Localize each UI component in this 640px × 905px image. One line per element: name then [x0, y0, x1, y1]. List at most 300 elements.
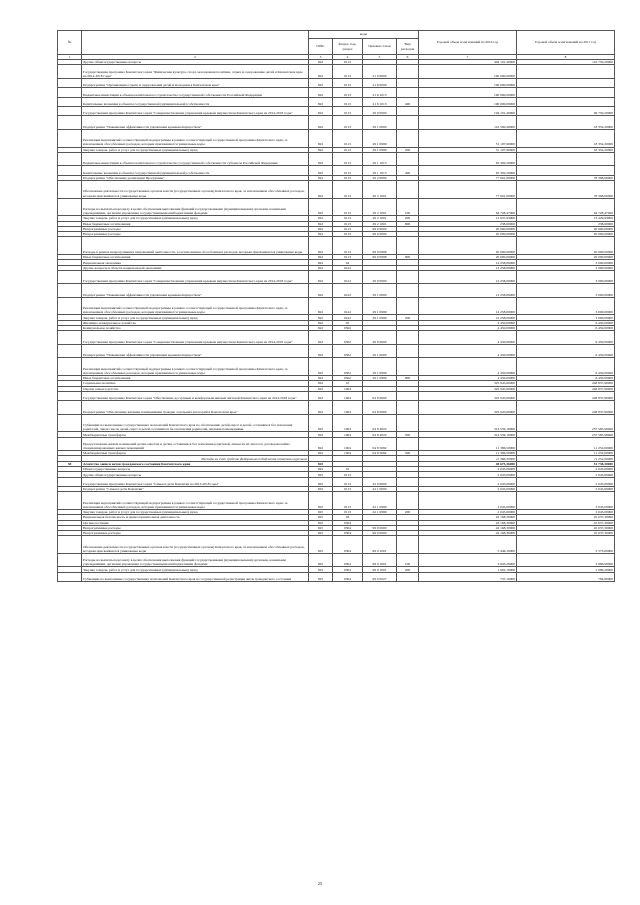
- row-2017: 3 000,00000: [517, 284, 615, 298]
- row-grbs: 822: [309, 116, 333, 130]
- row-name: Иные бюджетные ассигнования: [82, 255, 309, 260]
- row-number: [58, 492, 82, 510]
- row-name: Капитальные вложения в объекты государственной (муниципальной) собственности: [82, 166, 309, 175]
- table-row: [58, 270, 615, 284]
- row-2017: [517, 166, 615, 175]
- row-2017: 13 429,93000: [517, 216, 615, 221]
- row-vr: [397, 78, 419, 87]
- row-number: 38: [58, 461, 82, 466]
- row-grbs: 822: [309, 88, 333, 97]
- row-razdel: 0113: [333, 88, 363, 97]
- row-name: Реализация мероприятий соответствующей подпрограммы в рамках соответствующей государственной программы Камчатского края, за исключением обособленных расходов, которым присваиваются уникальные коды: [82, 492, 309, 510]
- row-cs: 21 0 0000: [363, 65, 397, 79]
- row-2016: 2 045,00000: [419, 472, 517, 477]
- row-name: Межбюджетные трансферты: [82, 451, 309, 456]
- table-row: [58, 477, 615, 486]
- row-razdel: 0113: [333, 175, 363, 180]
- row-cs: 99 0 0998: [363, 255, 397, 260]
- row-razdel: 0113: [333, 152, 363, 166]
- page-number: 25: [317, 881, 323, 886]
- row-vr: [397, 414, 419, 432]
- row-2017: 3 000,00000: [517, 270, 615, 284]
- row-grbs: 822: [309, 386, 333, 391]
- header-index: 8: [517, 55, 615, 60]
- row-grbs: 822: [309, 344, 333, 358]
- row-razdel: 0113: [333, 216, 363, 221]
- row-number: [58, 401, 82, 415]
- row-name: Закупка товаров, работ и услуг для государственных (муниципальных) нужд: [82, 216, 309, 221]
- row-grbs: 825: [309, 472, 333, 477]
- row-grbs: 822: [309, 166, 333, 175]
- row-2016: 4 450,00000: [419, 375, 517, 380]
- row-grbs: 822: [309, 358, 333, 376]
- table-row: [58, 297, 615, 315]
- row-name: Подпрограмма "Повышение эффективности управления краевым имуществом": [82, 284, 309, 298]
- row-razdel: 0113: [333, 78, 363, 87]
- row-cs: 22 0 0000: [363, 477, 397, 486]
- row-cs: 29 1 0999: [363, 297, 397, 315]
- row-razdel: 01: [333, 467, 363, 472]
- row-2016: 2 045,00000: [419, 467, 517, 472]
- header-2017: Годовой объем ассигнований на 2017 год: [517, 31, 615, 55]
- row-cs: 04 8 4022: [363, 432, 397, 437]
- row-2017: 45 037,30000: [517, 525, 615, 530]
- row-cs: 29 2 1001: [363, 216, 397, 221]
- row-cs: 29 1 0000: [363, 344, 397, 358]
- row-name: Расходы в рамках непрограммных направлений деятельности, за исключением обособленных расходов, которым присваиваются уникальные коды: [82, 237, 309, 255]
- row-razdel: 0113: [333, 166, 363, 175]
- row-2016: 12 258,00000: [419, 297, 517, 315]
- row-name: Подпрограмма "Семья и дети Камчатки": [82, 487, 309, 492]
- row-2016: 404 191,40000: [419, 60, 517, 65]
- row-2016: 2 045,00000: [419, 492, 517, 510]
- row-razdel: 0412: [333, 265, 363, 270]
- row-razdel: 0113: [333, 147, 363, 152]
- row-2017: 78 398,00000: [517, 175, 615, 180]
- row-2016: 42 168,30000: [419, 515, 517, 520]
- row-grbs: 825: [309, 572, 333, 581]
- row-cs: 29 2 1001: [363, 181, 397, 199]
- row-name: Непрограммные расходы: [82, 525, 309, 530]
- row-2017: 3 886,90000: [517, 553, 615, 567]
- row-grbs: 822: [309, 175, 333, 180]
- table-row: [58, 88, 615, 97]
- row-number: [58, 437, 82, 451]
- row-name: Обеспечение деятельности государственных органов власти (государственных органов) Камчатского края, за исключением обособленных расходов, которым присваиваются уникальные коды: [82, 536, 309, 554]
- row-2016: 11 386,50000: [419, 456, 517, 461]
- row-vr: [397, 107, 419, 116]
- row-razdel: 10: [333, 381, 363, 386]
- row-name: Реализация мероприятий соответствующей подпрограммы в рамках соответствующей государственной программы Камчатского края, за исключением обособленных расходов, которым присваиваются уникальные коды: [82, 297, 309, 315]
- row-2016: 48 675,36000: [419, 461, 517, 466]
- row-grbs: 825: [309, 515, 333, 520]
- row-name: Общегосударственные вопросы: [82, 467, 309, 472]
- row-name: Государственная программа Камчатского края "Обеспечение доступным и комфортным жильем жителей Камчатского края на 2014-2018 годы": [82, 391, 309, 400]
- row-2016: 190 000,00000: [419, 65, 517, 79]
- table-row: [58, 152, 615, 166]
- row-name: Реализация мероприятий соответствующей подпрограммы в рамках соответствующей государственной программы Камчатского края, за исключением обособленных расходов, которым присваиваются уникальные коды: [82, 129, 309, 147]
- row-2016: 12 258,00000: [419, 315, 517, 320]
- row-razdel: 03: [333, 515, 363, 520]
- row-number: [58, 181, 82, 199]
- row-grbs: 822: [309, 237, 333, 255]
- row-grbs: 822: [309, 232, 333, 237]
- row-2016: 51 197,90000: [419, 147, 517, 152]
- row-2016: 190 000,00000: [419, 78, 517, 87]
- row-2017: 237 585,90000: [517, 432, 615, 437]
- row-2017: 3 000,00000: [517, 297, 615, 315]
- row-2017: 18 352,20000: [517, 129, 615, 147]
- row-name: Субвенции на выполнение государственных полномочий Камчатского края по обеспечению детей-сирот и детей, оставшихся без попечения родителей, лиц из числа детей-сирот и детей, оставшихся без попечения родителей, жилыми помещениями: [82, 414, 309, 432]
- row-name: Расходы за счет средств федерального бюджета отмечены курсивом: [82, 456, 309, 461]
- row-cs: 29 0 0000: [363, 107, 397, 116]
- row-number: [58, 391, 82, 400]
- row-vr: [397, 65, 419, 79]
- row-name: Государственная программа Камчатского края "Совершенствование управления краевым имуществом Камчатского края на 2014-2018 годы": [82, 107, 309, 116]
- row-2016: 238,60000: [419, 221, 517, 226]
- row-cs: 99 0 0998: [363, 237, 397, 255]
- row-vr: [397, 477, 419, 486]
- row-2016: 325 945,60000: [419, 401, 517, 415]
- row-name: Подпрограмма "Организация отдыха и оздоровления детей и молодежи в Камчатском крае": [82, 78, 309, 87]
- row-number: [58, 344, 82, 358]
- row-grbs: 822: [309, 391, 333, 400]
- row-cs: 29 1 0999: [363, 147, 397, 152]
- row-cs: 29 1 0000: [363, 116, 397, 130]
- row-2016: 4 450,00000: [419, 320, 517, 325]
- row-2017: 6 450,00000: [517, 344, 615, 358]
- table-row: [58, 107, 615, 116]
- row-razdel: 0113: [333, 472, 363, 477]
- row-2017: [517, 97, 615, 106]
- row-name: Социальная политика: [82, 381, 309, 386]
- table-row: [58, 572, 615, 581]
- row-name: Закупка товаров, работ и услуг для государственных (муниципальных) нужд: [82, 567, 309, 572]
- row-2017: 248 837,90000: [517, 391, 615, 400]
- row-name: Жилищно-коммунальное хозяйство: [82, 320, 309, 325]
- row-2016: 51 197,90000: [419, 129, 517, 147]
- row-2016: 12 637,93000: [419, 216, 517, 221]
- row-2016: 2 045,00000: [419, 477, 517, 486]
- header-index: 4: [333, 55, 363, 60]
- header-index: 3: [309, 55, 333, 60]
- row-2017: 248 837,90000: [517, 401, 615, 415]
- row-number: [58, 97, 82, 106]
- row-razdel: 0412: [333, 315, 363, 320]
- row-number: [58, 297, 82, 315]
- row-razdel: 0113: [333, 492, 363, 510]
- row-name: Органы юстиции: [82, 520, 309, 525]
- row-cs: 04 8 5082: [363, 437, 397, 451]
- table-row: [58, 116, 615, 130]
- row-2017: [517, 78, 615, 87]
- row-2017: 2 045,00000: [517, 467, 615, 472]
- row-name: Подпрограмма "Обеспечение жилыми помещениями граждан отдельных категорий в Камчатском крае": [82, 401, 309, 415]
- row-2017: 6 450,00000: [517, 358, 615, 376]
- row-2017: 2 045,00000: [517, 477, 615, 486]
- row-vr: 800: [397, 221, 419, 226]
- row-grbs: 822: [309, 65, 333, 79]
- row-2017: 18 352,20000: [517, 147, 615, 152]
- row-cs: 21 6 1013: [363, 88, 397, 97]
- row-2017: 248 837,90000: [517, 381, 615, 386]
- row-vr: 400: [397, 166, 419, 175]
- row-grbs: 825: [309, 536, 333, 554]
- row-grbs: 825: [309, 567, 333, 572]
- row-name: Государственная программа Камчатского края "Физическая культура, спорт, молодежная политика, отдых и оздоровление детей в Камчатском крае на 2014-2018 годы": [82, 65, 309, 79]
- row-2017: 96 750,20000: [517, 107, 615, 116]
- row-grbs: 825: [309, 461, 333, 466]
- row-razdel: 0113: [333, 116, 363, 130]
- table-row: [58, 97, 615, 106]
- row-name: Непрограммные расходы: [82, 531, 309, 536]
- row-name: Закупка товаров, работ и услуг для государственных (муниципальных) нужд: [82, 315, 309, 320]
- row-grbs: 825: [309, 487, 333, 492]
- row-number: [58, 65, 82, 79]
- row-grbs: 822: [309, 147, 333, 152]
- row-cs: 99 0 1001: [363, 553, 397, 567]
- row-2017: 3 000,00000: [517, 315, 615, 320]
- header-num: №: [58, 31, 82, 55]
- row-razdel: 1004: [333, 386, 363, 391]
- row-vr: 800: [397, 255, 419, 260]
- row-number: [58, 237, 82, 255]
- row-2016: 42 168,30000: [419, 520, 517, 525]
- row-cs: 04 8 0000: [363, 401, 397, 415]
- row-name: Расходы на выплаты персоналу в целях обеспечения выполнения функций государственными (муниципальными) органами, казенными учреждениями, органами управления государственными внебюджетными фондами: [82, 553, 309, 567]
- row-number: [58, 536, 82, 554]
- row-number: [58, 477, 82, 486]
- row-vr: [397, 358, 419, 376]
- table-row: [58, 65, 615, 79]
- row-name: Обеспечение деятельности государственных органов власти (государственных органов) Камчатского края, за исключением обособленных расходов, которым присваиваются уникальные коды: [82, 181, 309, 199]
- row-name: Подпрограмма "Обеспечение реализации Программы": [82, 175, 309, 180]
- row-grbs: 822: [309, 315, 333, 320]
- row-grbs: 822: [309, 331, 333, 345]
- row-2016: 314 559,10000: [419, 414, 517, 432]
- row-grbs: 822: [309, 152, 333, 166]
- row-2016: 190 000,00000: [419, 97, 517, 106]
- row-grbs: 822: [309, 97, 333, 106]
- row-grbs: 825: [309, 525, 333, 530]
- row-2017: 116 750,20000: [517, 60, 615, 65]
- budget-table: [57, 30, 615, 582]
- row-name: Реализация мероприятий соответствующей подпрограммы в рамках соответствующей государственной программы Камчатского края, за исключением обособленных расходов, которым присваиваются уникальные коды: [82, 358, 309, 376]
- row-2016: 12 258,00000: [419, 265, 517, 270]
- row-vr: [397, 297, 419, 315]
- row-2016: 4 450,00000: [419, 331, 517, 345]
- row-grbs: 822: [309, 260, 333, 265]
- row-2016: 64 728,47000: [419, 198, 517, 216]
- row-2016: 20 000,00000: [419, 226, 517, 231]
- row-number: [58, 414, 82, 432]
- row-grbs: 822: [309, 198, 333, 216]
- row-2017: 11 252,00000: [517, 437, 615, 451]
- row-cs: 99 0 0000: [363, 531, 397, 536]
- row-vr: [397, 401, 419, 415]
- row-razdel: 1004: [333, 391, 363, 400]
- row-razdel: 1004: [333, 437, 363, 451]
- row-razdel: 1004: [333, 401, 363, 415]
- row-razdel: 0502: [333, 375, 363, 380]
- row-grbs: 822: [309, 226, 333, 231]
- row-2016: 42 168,30000: [419, 531, 517, 536]
- header-2016: Годовой объем ассигнований на 2016 год: [419, 31, 517, 55]
- row-number: [58, 331, 82, 345]
- row-cs: 04 0 0000: [363, 391, 397, 400]
- row-number: [58, 572, 82, 581]
- row-vr: [397, 88, 419, 97]
- row-grbs: 822: [309, 265, 333, 270]
- row-razdel: 0304: [333, 567, 363, 572]
- row-razdel: 0113: [333, 221, 363, 226]
- row-vr: [397, 344, 419, 358]
- row-name: Коммунальное хозяйство: [82, 326, 309, 331]
- row-2017: 45 037,30000: [517, 520, 615, 525]
- row-cs: 99 0 1001: [363, 536, 397, 554]
- row-razdel: 0502: [333, 326, 363, 331]
- row-2017: 20 000,00000: [517, 232, 615, 237]
- row-cs: 21 6 1013: [363, 97, 397, 106]
- table-row: [58, 284, 615, 298]
- row-razdel: 0113: [333, 232, 363, 237]
- row-razdel: 0113: [333, 181, 363, 199]
- table-row: [58, 437, 615, 451]
- row-grbs: 822: [309, 78, 333, 87]
- row-number: [58, 88, 82, 97]
- row-cs: 29 1 0999: [363, 129, 397, 147]
- row-cs: 22 1 0000: [363, 487, 397, 492]
- row-razdel: 0113: [333, 226, 363, 231]
- row-2017: 11 252,00000: [517, 451, 615, 456]
- row-grbs: 825: [309, 553, 333, 567]
- row-vr: 200: [397, 567, 419, 572]
- row-cs: 22 1 0999: [363, 492, 397, 510]
- row-grbs: 822: [309, 255, 333, 260]
- row-2016: 3 843,20000: [419, 553, 517, 567]
- header-vr: Вид расходов: [397, 39, 419, 55]
- row-grbs: 822: [309, 326, 333, 331]
- row-2017: 20 000,00000: [517, 255, 615, 260]
- row-cs: 29 1 0000: [363, 284, 397, 298]
- row-2017: [517, 65, 615, 79]
- row-name: Закупка товаров, работ и услуг для государственных (муниципальных) нужд: [82, 509, 309, 514]
- table-row: [58, 129, 615, 147]
- row-grbs: 825: [309, 492, 333, 510]
- table-header: [58, 31, 615, 60]
- row-razdel: 0113: [333, 487, 363, 492]
- row-2017: 20 000,00000: [517, 226, 615, 231]
- row-razdel: 0113: [333, 477, 363, 486]
- row-2016: 65 392,50000: [419, 152, 517, 166]
- row-2017: 6 450,00000: [517, 375, 615, 380]
- row-2017: 2 045,00000: [517, 487, 615, 492]
- row-2017: 11 252,00000: [517, 456, 615, 461]
- row-2016: 65 392,50000: [419, 166, 517, 175]
- row-grbs: 822: [309, 297, 333, 315]
- row-2017: 6 450,00000: [517, 326, 615, 331]
- row-vr: [397, 391, 419, 400]
- row-number: [58, 358, 82, 376]
- row-vr: [397, 536, 419, 554]
- row-2017: 3 000,00000: [517, 265, 615, 270]
- row-cs: 21 6 0000: [363, 78, 397, 87]
- row-razdel: 0304: [333, 553, 363, 567]
- row-2017: 3 000,00000: [517, 260, 615, 265]
- row-vr: 500: [397, 432, 419, 437]
- row-cs: 99 0 0000: [363, 232, 397, 237]
- row-razdel: 0412: [333, 270, 363, 284]
- row-2016: 737,10000: [419, 572, 517, 581]
- row-2017: 784,80000: [517, 572, 615, 581]
- row-grbs: 825: [309, 467, 333, 472]
- row-grbs: 822: [309, 432, 333, 437]
- table-row: [58, 78, 615, 87]
- table-row: [58, 331, 615, 345]
- row-name: Государственная программа Камчатского края "Совершенствование управления краевым имуществом Камчатского края на 2014-2018 годы": [82, 270, 309, 284]
- row-vr: [397, 181, 419, 199]
- row-2016: 5 446,10000: [419, 536, 517, 554]
- header-razdel: Раздел, под-раздел: [333, 39, 363, 55]
- row-vr: 400: [397, 97, 419, 106]
- row-cs: 99 0 0000: [363, 226, 397, 231]
- row-2017: 18 352,20000: [517, 116, 615, 130]
- row-vr: [397, 152, 419, 166]
- row-2017: 248 837,90000: [517, 386, 615, 391]
- row-name: Межбюджетные трансферты: [82, 432, 309, 437]
- row-number: [58, 198, 82, 216]
- row-2017: 20 000,00000: [517, 237, 615, 255]
- row-vr: 800: [397, 375, 419, 380]
- row-name: Подпрограмма "Повышение эффективности управления краевым имуществом": [82, 116, 309, 130]
- row-grbs: 822: [309, 181, 333, 199]
- row-name: Непрограммные расходы: [82, 226, 309, 231]
- row-cs: 29 1 0999: [363, 375, 397, 380]
- row-vr: [397, 492, 419, 510]
- table-row: [58, 166, 615, 175]
- table-row: [58, 358, 615, 376]
- row-cs: 04 8 4022: [363, 414, 397, 432]
- row-name: Другие вопросы в области национальной экономики: [82, 265, 309, 270]
- row-2017: 2 045,00000: [517, 509, 615, 514]
- row-razdel: 0113: [333, 60, 363, 65]
- table-body: [58, 60, 615, 582]
- row-vr: [397, 129, 419, 147]
- row-2017: 2 045,00000: [517, 472, 615, 477]
- row-name: Иные бюджетные ассигнования: [82, 375, 309, 380]
- row-cs: 29 2 1001: [363, 221, 397, 226]
- row-grbs: 822: [309, 401, 333, 415]
- row-2016: 194 191,40000: [419, 107, 517, 116]
- row-name: Бюджетные инвестиции в объекты капитального строительства государственной собственности Российской Федерации: [82, 88, 309, 97]
- row-2016: 11 386,50000: [419, 437, 517, 451]
- row-2017: 78 398,00000: [517, 181, 615, 199]
- table-row: [58, 344, 615, 358]
- row-2017: 5 573,00000: [517, 536, 615, 554]
- row-grbs: 822: [309, 375, 333, 380]
- row-cs: 29 1 1013: [363, 166, 397, 175]
- row-vr: [397, 237, 419, 255]
- row-name: Предоставление жилых помещений детям-сиротам и детям, оставшимся без попечения родителей, лицам из их числа по договорам найма специализированных жилых помещений: [82, 437, 309, 451]
- row-grbs: 825: [309, 531, 333, 536]
- row-cs: 29 1 0999: [363, 315, 397, 320]
- row-2016: 20 000,00000: [419, 255, 517, 260]
- row-2016: 4 450,00000: [419, 344, 517, 358]
- row-name: Непрограммные расходы: [82, 232, 309, 237]
- row-razdel: 04: [333, 260, 363, 265]
- row-grbs: 822: [309, 107, 333, 116]
- row-cs: 99 0 1001: [363, 567, 397, 572]
